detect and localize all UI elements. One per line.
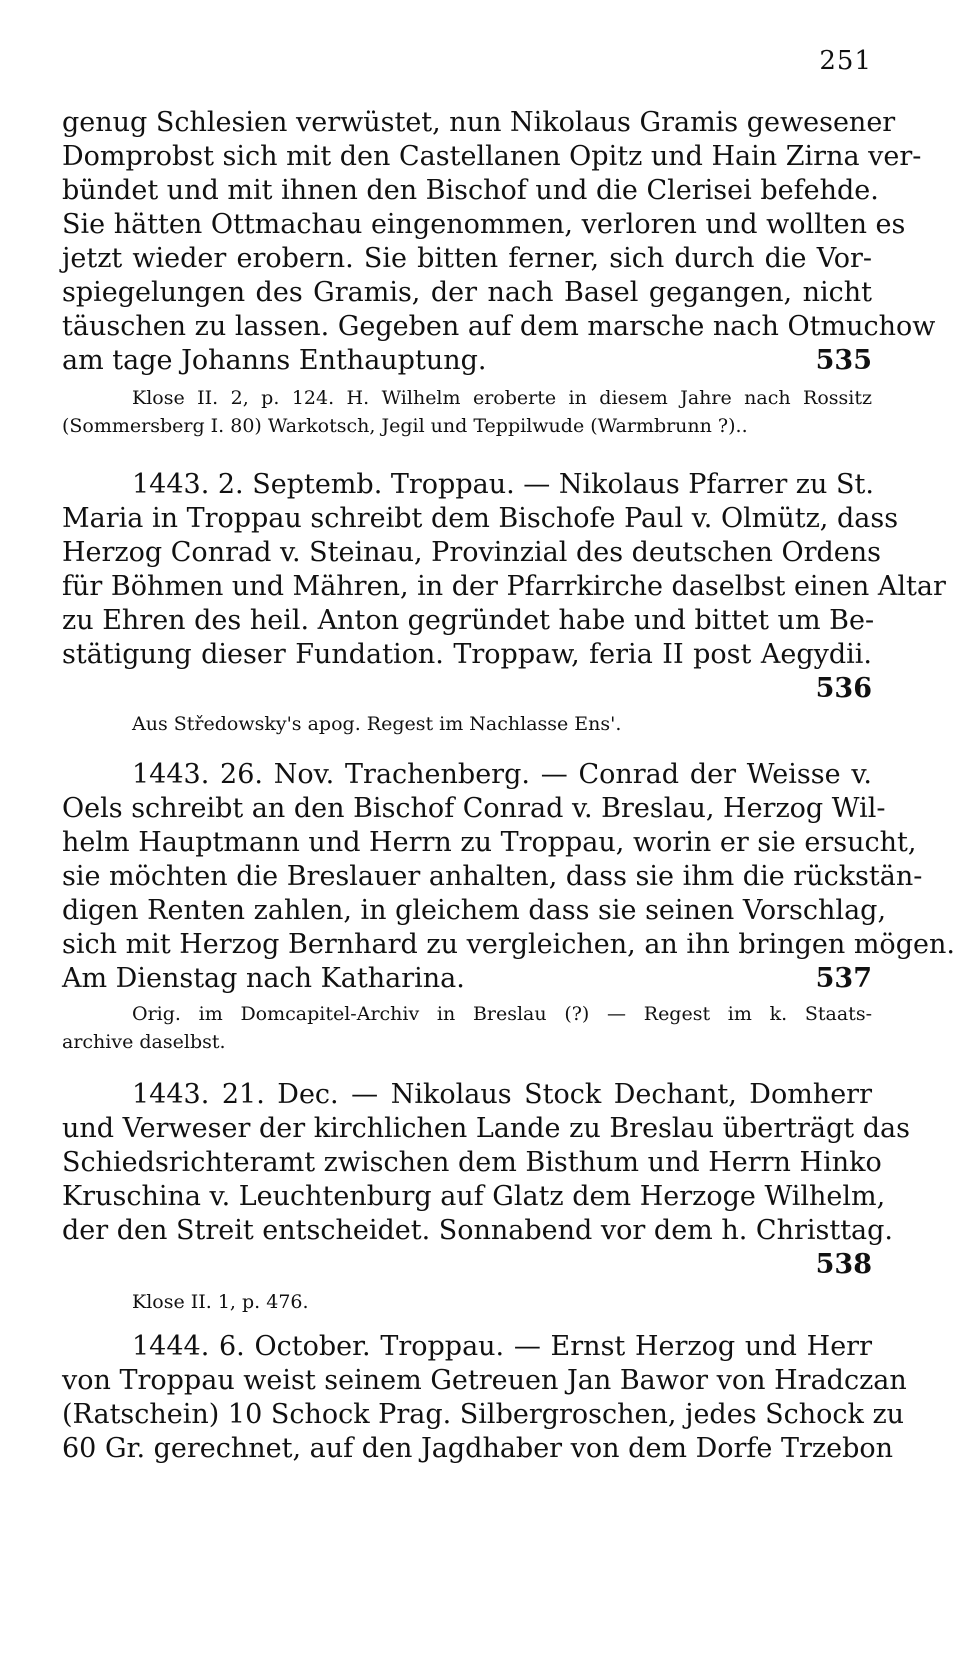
text-line: Schiedsrichteramt zwischen dem Bisthum und Herrn Hinko — [62, 1147, 882, 1178]
text-line: helm Hauptmann und Herrn zu Troppau, worin er sie ersucht, — [62, 827, 917, 858]
text-line: Sie hätten Ottmachau eingenommen, verloren und wollten es — [62, 209, 906, 240]
source-note: Orig. im Domcapitel-Archiv in Breslau (?) — Regest im k. Staats- — [132, 1003, 872, 1025]
regest-number: 537 — [815, 963, 872, 994]
text-line: sich mit Herzog Bernhard zu vergleichen, an ihn bringen mögen. — [62, 929, 955, 960]
source-note: Aus Středowsky's apog. Regest im Nachlasse Ens'. — [132, 713, 622, 735]
text-line: digen Renten zahlen, in gleichem dass sie seinen Vorschlag, — [62, 895, 887, 926]
source-note: Klose II. 1, p. 476. — [132, 1291, 309, 1313]
source-note: archive daselbst. — [62, 1031, 226, 1053]
entry-537 — [62, 758, 955, 1056]
text-line: 1444. 6. October. Troppau. — Ernst Herzog und Herr — [132, 1331, 872, 1362]
text-line: sie möchten die Breslauer anhalten, dass sie ihm die rückstän- — [62, 861, 923, 892]
entry-1444 — [62, 1330, 907, 1466]
text-line: 1443. 26. Nov. Trachenberg. — Conrad der Weisse v. — [132, 759, 872, 790]
text-line: genug Schlesien verwüstet, nun Nikolaus Gramis gewesener — [62, 107, 896, 138]
text-line: spiegelungen des Gramis, der nach Basel gegangen, nicht — [62, 277, 872, 308]
text-line: von Troppau weist seinem Getreuen Jan Bawor von Hradczan — [62, 1365, 907, 1396]
text-line: Domprobst sich mit den Castellanen Opitz und Hain Zirna ver- — [62, 141, 922, 172]
text-line: 1443. 21. Dec. — Nikolaus Stock Dechant, Domherr — [132, 1079, 872, 1110]
text-line: Kruschina v. Leuchtenburg auf Glatz dem Herzoge Wilhelm, — [62, 1181, 886, 1212]
text-line: zu Ehren des heil. Anton gegründet habe und bittet um Be- — [62, 605, 875, 636]
text-line: der den Streit entscheidet. Sonnabend vor dem h. Christtag. — [62, 1215, 894, 1246]
text-line: 1443. 2. Septemb. Troppau. — Nikolaus Pfarrer zu St. — [132, 469, 874, 500]
text-line: am tage Johanns Enthauptung. — [62, 345, 487, 376]
text-line: stätigung dieser Fundation. Troppaw, feria II post Aegydii. — [62, 639, 872, 670]
last-line-with-number — [62, 344, 872, 378]
text-line: 60 Gr. gerechnet, auf den Jagdhaber von dem Dorfe Trzebon — [62, 1433, 894, 1464]
page-number: 251 — [819, 46, 872, 76]
text-line: und Verweser der kirchlichen Lande zu Breslau überträgt das — [62, 1113, 910, 1144]
last-line-with-number — [62, 962, 872, 996]
text-line: für Böhmen und Mähren, in der Pfarrkirche daselbst einen Altar — [62, 571, 946, 602]
text-line: bündet und mit ihnen den Bischof und die Clerisei befehde. — [62, 175, 879, 206]
entry-535 — [62, 106, 936, 440]
regest-number: 536 — [815, 673, 872, 704]
regest-number: 538 — [815, 1249, 872, 1280]
text-line: (Ratschein) 10 Schock Prag. Silbergroschen, jedes Schock zu — [62, 1399, 905, 1430]
regest-number: 535 — [815, 345, 872, 376]
entry-538 — [62, 1078, 910, 1316]
text-line: Am Dienstag nach Katharina. — [62, 963, 465, 994]
text-line: Oels schreibt an den Bischof Conrad v. Breslau, Herzog Wil- — [62, 793, 886, 824]
source-note: Klose II. 2, p. 124. H. Wilhelm eroberte in diesem Jahre nach Rossitz — [132, 387, 872, 409]
source-note: (Sommersberg I. 80) Warkotsch, Jegil und Teppilwude (Warmbrunn ?).. — [62, 415, 748, 437]
text-line: Herzog Conrad v. Steinau, Provinzial des deutschen Ordens — [62, 537, 882, 568]
text-line: Maria in Troppau schreibt dem Bischofe Paul v. Olmütz, dass — [62, 503, 899, 534]
text-line: täuschen zu lassen. Gegeben auf dem marsche nach Otmuchow — [62, 311, 936, 342]
text-line: jetzt wieder erobern. Sie bitten ferner, sich durch die Vor- — [62, 243, 872, 274]
entry-536 — [62, 468, 946, 738]
